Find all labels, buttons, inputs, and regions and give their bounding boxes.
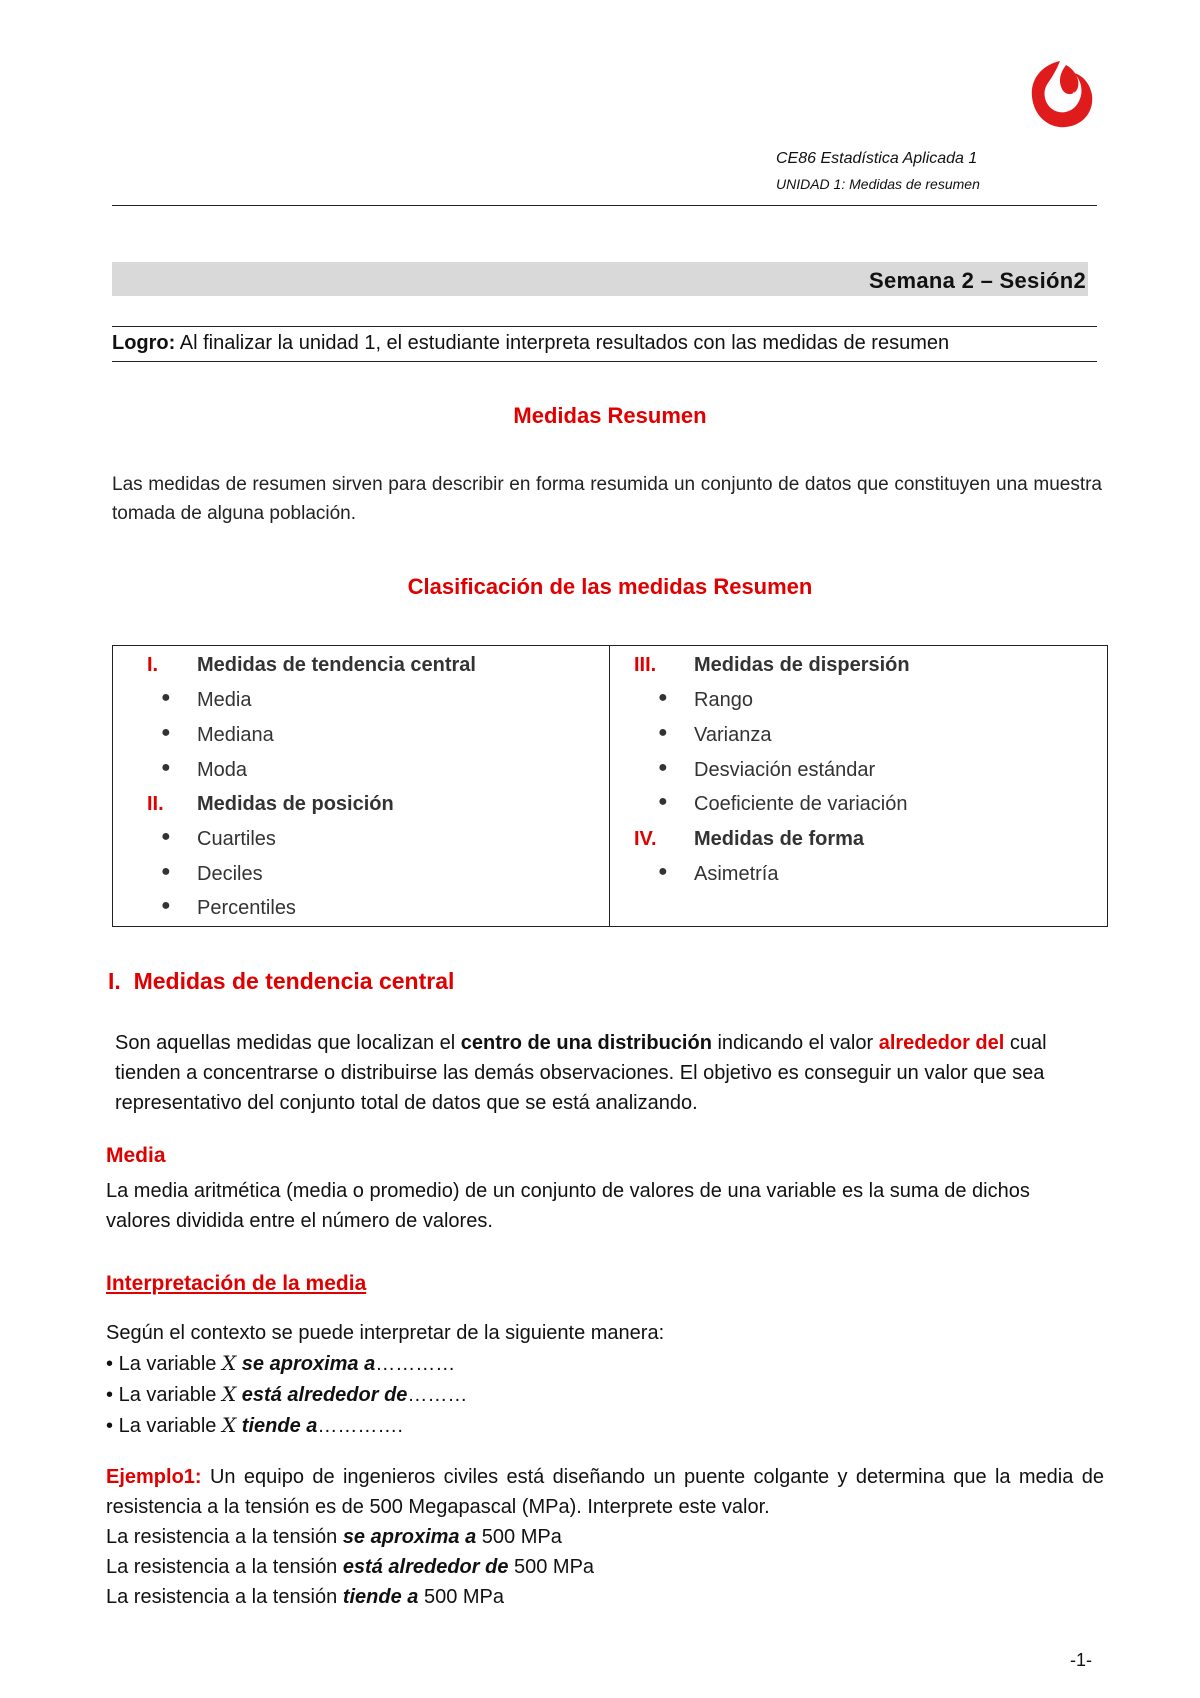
ejemplo1-answer bbox=[106, 1552, 1104, 1582]
item-dots: …………. bbox=[317, 1415, 403, 1437]
paragraph-emphasis: centro de una distribución bbox=[460, 1032, 712, 1054]
course-name: CE86 Estadística Aplicada 1 bbox=[776, 150, 978, 167]
media-definition: La media aritmética (media o promedio) de un conjunto de valores de una variable es la suma de dichos valores dividida entre el número de valores. bbox=[106, 1180, 1030, 1232]
week-banner bbox=[112, 262, 1088, 296]
ejemplo1-statement bbox=[106, 1462, 1104, 1522]
bullet-icon: ● bbox=[161, 759, 171, 776]
university-logo-icon bbox=[1020, 55, 1100, 135]
item-label: Coeficiente de variación bbox=[694, 793, 908, 815]
item-label: Varianza bbox=[694, 724, 772, 746]
item-label: Cuartiles bbox=[197, 828, 276, 850]
list-item bbox=[106, 1348, 664, 1379]
bullet-icon: ● bbox=[161, 689, 171, 706]
paragraph-text: indicando el valor bbox=[711, 1032, 879, 1054]
item-label: Deciles bbox=[197, 863, 263, 885]
bullet-icon: ● bbox=[658, 863, 668, 880]
category-name: Medidas de tendencia central bbox=[197, 654, 476, 676]
paragraph-text: cual tienden a concentrarse o distribuirse las demás observaciones. El objetivo es conseguir un valor que sea representativo del conjunto total de datos que se está analizando. bbox=[115, 1032, 1047, 1114]
category-number: II. bbox=[147, 793, 164, 815]
item-prefix: La variable bbox=[113, 1353, 222, 1375]
answer-prefix: La resistencia a la tensión bbox=[106, 1556, 343, 1578]
bullet-icon: • bbox=[106, 1353, 114, 1375]
week-title: Semana 2 – Sesión2 bbox=[869, 268, 1086, 293]
bullet-icon: ● bbox=[161, 724, 171, 741]
answer-prefix: La resistencia a la tensión bbox=[106, 1526, 343, 1548]
category-number: III. bbox=[634, 654, 657, 676]
logro-text bbox=[112, 332, 949, 355]
bullet-icon: ● bbox=[658, 793, 668, 810]
paragraph-text: Son aquellas medidas que localizan el bbox=[115, 1032, 461, 1054]
category-name: Medidas de dispersión bbox=[694, 654, 910, 676]
interpretacion-intro: Según el contexto se puede interpretar de la siguiente manera: bbox=[106, 1322, 665, 1344]
bullet-icon: ● bbox=[658, 689, 668, 706]
ejemplo1-answer bbox=[106, 1582, 1104, 1612]
item-phrase: se aproxima a bbox=[241, 1353, 376, 1375]
page-number: -1- bbox=[1070, 1650, 1092, 1670]
medidas-description: Las medidas de resumen sirven para describir en forma resumida un conjunto de datos que constituyen una muestra tomada de alguna población. bbox=[112, 474, 1102, 524]
section-heading bbox=[108, 968, 454, 995]
bullet-icon: ● bbox=[161, 863, 171, 880]
item-label: Mediana bbox=[197, 724, 274, 746]
item-label: Moda bbox=[197, 759, 248, 781]
variable-symbol: X bbox=[221, 1413, 237, 1437]
bullet-icon: ● bbox=[658, 759, 668, 776]
variable-symbol: X bbox=[221, 1382, 237, 1406]
answer-phrase: está alrededor de bbox=[342, 1556, 509, 1578]
media-heading: Media bbox=[106, 1144, 166, 1167]
item-label: Asimetría bbox=[694, 863, 779, 885]
interpretacion-list bbox=[106, 1318, 664, 1441]
clasificacion-title: Clasificación de las medidas Resumen bbox=[407, 574, 813, 599]
classification-left-column bbox=[113, 646, 610, 926]
item-prefix: La variable bbox=[113, 1415, 222, 1437]
bullet-icon: ● bbox=[161, 828, 171, 845]
bullet-icon: • bbox=[106, 1415, 114, 1437]
logro-body: Al finalizar la unidad 1, el estudiante interpreta resultados con las medidas de resumen bbox=[175, 332, 950, 354]
unit-name: UNIDAD 1: Medidas de resumen bbox=[776, 176, 980, 192]
header-divider bbox=[112, 205, 1097, 206]
item-prefix: La variable bbox=[113, 1384, 222, 1406]
item-label: Rango bbox=[694, 689, 753, 711]
ejemplo1-label: Ejemplo1: bbox=[106, 1466, 202, 1488]
variable-symbol: X bbox=[221, 1351, 237, 1375]
category-name: Medidas de forma bbox=[694, 828, 865, 850]
answer-phrase: se aproxima a bbox=[342, 1526, 477, 1548]
bullet-icon: ● bbox=[161, 897, 171, 914]
category-number: IV. bbox=[634, 828, 657, 850]
item-label: Media bbox=[197, 689, 252, 711]
bullet-icon: ● bbox=[658, 724, 668, 741]
logro-top-rule bbox=[112, 326, 1097, 327]
item-dots: ………… bbox=[375, 1353, 456, 1375]
ejemplo1-text: Un equipo de ingenieros civiles está diseñando un puente colgante y determina que la media de resistencia a la tensión es de 500 Megapascal (MPa). Interprete este valor. bbox=[106, 1466, 1104, 1518]
classification-table bbox=[112, 645, 1108, 927]
section-number: I. bbox=[108, 968, 121, 994]
category-number: I. bbox=[147, 654, 159, 676]
item-phrase: tiende a bbox=[241, 1415, 318, 1437]
item-phrase: está alrededor de bbox=[241, 1384, 408, 1406]
category-name: Medidas de posición bbox=[197, 793, 394, 815]
list-item bbox=[106, 1410, 664, 1441]
paragraph-highlight: alrededor del bbox=[878, 1032, 1005, 1054]
logro-label: Logro: bbox=[112, 332, 176, 354]
answer-prefix: La resistencia a la tensión bbox=[106, 1586, 343, 1608]
section-title: Medidas de tendencia central bbox=[133, 968, 455, 994]
section-paragraph bbox=[115, 1028, 1105, 1118]
list-item bbox=[106, 1379, 664, 1410]
answer-phrase: tiende a bbox=[342, 1586, 419, 1608]
answer-suffix: 500 MPa bbox=[418, 1586, 504, 1608]
ejemplo1-block bbox=[106, 1462, 1104, 1612]
answer-suffix: 500 MPa bbox=[476, 1526, 562, 1548]
answer-suffix: 500 MPa bbox=[508, 1556, 595, 1578]
medidas-resumen-title: Medidas Resumen bbox=[513, 403, 707, 428]
interpretacion-heading: Interpretación de la media bbox=[106, 1272, 367, 1295]
item-label: Percentiles bbox=[197, 897, 296, 919]
classification-right-column bbox=[610, 646, 1107, 926]
ejemplo1-answer bbox=[106, 1522, 1104, 1552]
bullet-icon: • bbox=[106, 1384, 114, 1406]
item-dots: ……… bbox=[407, 1384, 468, 1406]
logro-bottom-rule bbox=[112, 361, 1097, 362]
item-label: Desviación estándar bbox=[694, 759, 876, 781]
